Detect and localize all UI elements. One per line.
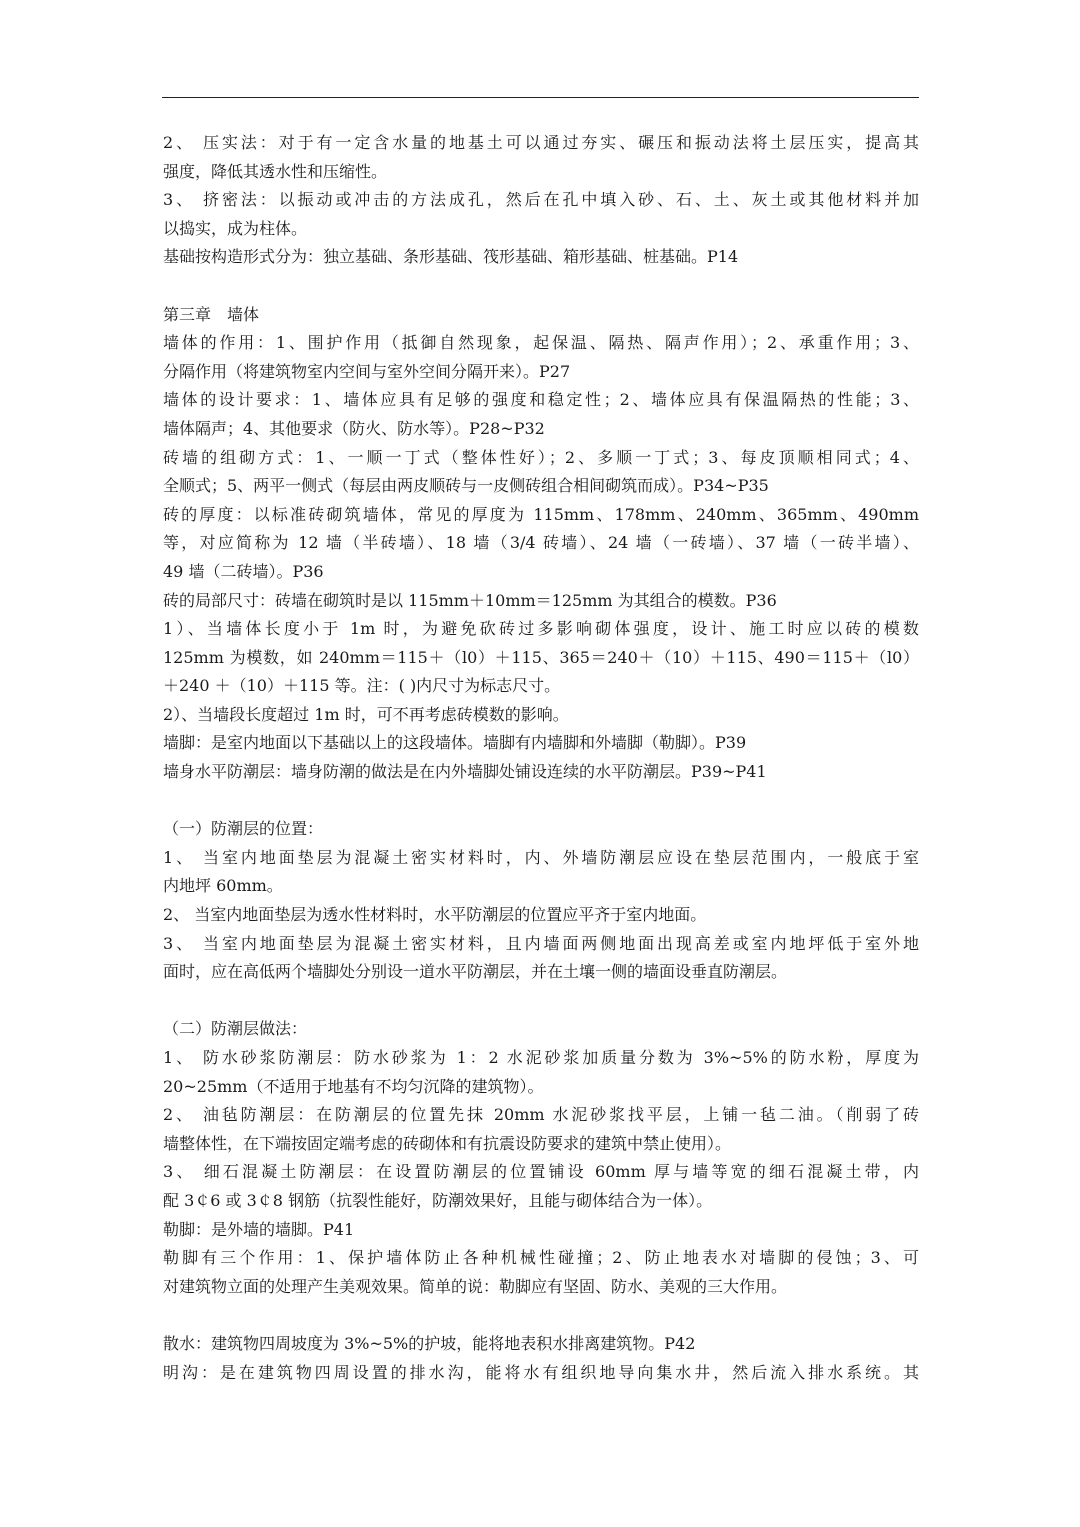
text-line: 墙体的作用：1、围护作用（抵御自然现象，起保温、隔热、隔声作用）；2、承重作用；3、 [163,333,919,353]
text-line: （二）防潮层做法： [163,1019,308,1039]
header-rule [162,97,919,98]
text-line: 勒脚：是外墙的墙脚。P41 [163,1219,355,1239]
text-line: 2、 油毡防潮层：在防潮层的位置先抹 20mm 水泥砂浆找平层，上铺一毡二油。（削弱了砖 [163,1105,919,1125]
text-line: 49 墙（二砖墙）。P36 [163,561,324,581]
text-line: 2）、当墙段长度超过 1m 时，可不再考虑砖模数的影响。 [163,704,569,724]
text-line: 内地坪 60mm。 [163,876,283,896]
text-line: 3、 细石混凝土防潮层：在设置防潮层的位置铺设 60mm 厚与墙等宽的细石混凝土带，内 [163,1162,919,1182]
text-line: 第三章 墙体 [163,304,260,324]
text-line: 墙体隔声；4、其他要求（防火、防水等）。P28~P32 [163,418,545,438]
text-line: 2、 压实法：对于有一定含水量的地基土可以通过夯实、碾压和振动法将土层压实，提高其 [163,133,919,152]
text-line: 墙身水平防潮层：墙身防潮的做法是在内外墙脚处铺设连续的水平防潮层。P39~P41 [163,762,767,782]
text-line: 墙脚：是室内地面以下基础以上的这段墙体。墙脚有内墙脚和外墙脚（勒脚）。P39 [163,733,747,753]
text-line: 对建筑物立面的处理产生美观效果。简单的说：勒脚应有坚固、防水、美观的三大作用。 [163,1276,788,1296]
blank-line [163,272,919,301]
blank-line [163,787,919,816]
text-line: 散水：建筑物四周坡度为 3%~5%的护坡，能将地表积水排离建筑物。P42 [163,1333,696,1353]
text-line: 125mm 为模数，如 240mm＝115＋（l0）＋115、365＝240＋（10）＋115、490＝115＋（l0） [163,647,919,667]
text-line: 墙整体性，在下端按固定端考虑的砖砌体和有抗震设防要求的建筑中禁止使用）。 [163,1133,732,1153]
text-line: 面时，应在高低两个墙脚处分别设一道水平防潮层，并在土壤一侧的墙面设垂直防潮层。 [163,962,788,982]
text-line: 砖的局部尺寸：砖墙在砌筑时是以 115mm＋10mm＝125mm 为其组合的模数。P36 [163,590,777,610]
document-body [163,129,919,1387]
text-line: （一）防潮层的位置： [163,819,324,839]
text-line: 配 3￠6 或 3￠8 钢筋（抗裂性能好，防潮效果好，且能与砌体结合为一体）。 [163,1190,713,1210]
text-line: 1、 当室内地面垫层为混凝土密实材料时，内、外墙防潮层应设在垫层范围内，一般底于室 [163,847,919,867]
text-line: 3、 挤密法：以振动或冲击的方法成孔，然后在孔中填入砂、石、土、灰土或其他材料并加 [163,190,919,210]
text-line: 2、 当室内地面垫层为透水性材料时，水平防潮层的位置应平齐于室内地面。 [163,905,707,925]
text-line: 20~25mm（不适用于地基有不均匀沉降的建筑物）。 [163,1076,544,1096]
text-line: 墙体的设计要求：1、墙体应具有足够的强度和稳定性；2、墙体应具有保温隔热的性能；3、 [163,390,919,410]
text-line: 3、 当室内地面垫层为混凝土密实材料，且内墙面两侧地面出现高差或室内地坪低于室外地 [163,933,919,953]
text-line: 分隔作用（将建筑物室内空间与室外空间分隔开来）。P27 [163,361,571,381]
blank-line [163,1301,919,1330]
text-line: 1）、当墙体长度小于 1m 时，为避免砍砖过多影响砌体强度，设计、施工时应以砖的模数 [163,619,919,639]
text-line: 砖墙的组砌方式：1、一顺一丁式（整体性好）；2、多顺一丁式；3、每皮顶顺相同式；4、 [163,447,919,467]
text-line: 以捣实，成为柱体。 [163,218,308,238]
text-line: ＋240 ＋（10）＋115 等。注：( )内尺寸为标志尺寸。 [163,676,561,696]
text-line: 强度，降低其透水性和压缩性。 [163,161,388,181]
text-line: 明沟：是在建筑物四周设置的排水沟，能将水有组织地导向集水井，然后流入排水系统。其 [163,1362,919,1382]
text-line: 勒脚有三个作用：1、保护墙体防止各种机械性碰撞；2、防止地表水对墙脚的侵蚀；3、可 [163,1248,919,1268]
text-line: 基础按构造形式分为：独立基础、条形基础、筏形基础、箱形基础、桩基础。P14 [163,247,739,267]
text-line: 全顺式；5、两平一侧式（每层由两皮顺砖与一皮侧砖组合相间砌筑而成）。P34~P35 [163,476,769,496]
text-line: 等，对应简称为 12 墙（半砖墙）、18 墙（3/4 砖墙）、24 墙（一砖墙）、37 墙（一砖半墙）、 [163,533,919,553]
text-line: 砖的厚度：以标准砖砌筑墙体，常见的厚度为 115mm、178mm、240mm、365mm、490mm [163,504,919,524]
blank-line [163,987,919,1016]
text-line: 1、 防水砂浆防潮层：防水砂浆为 1：2 水泥砂浆加质量分数为 3%~5%的防水粉，厚度为 [163,1048,919,1067]
